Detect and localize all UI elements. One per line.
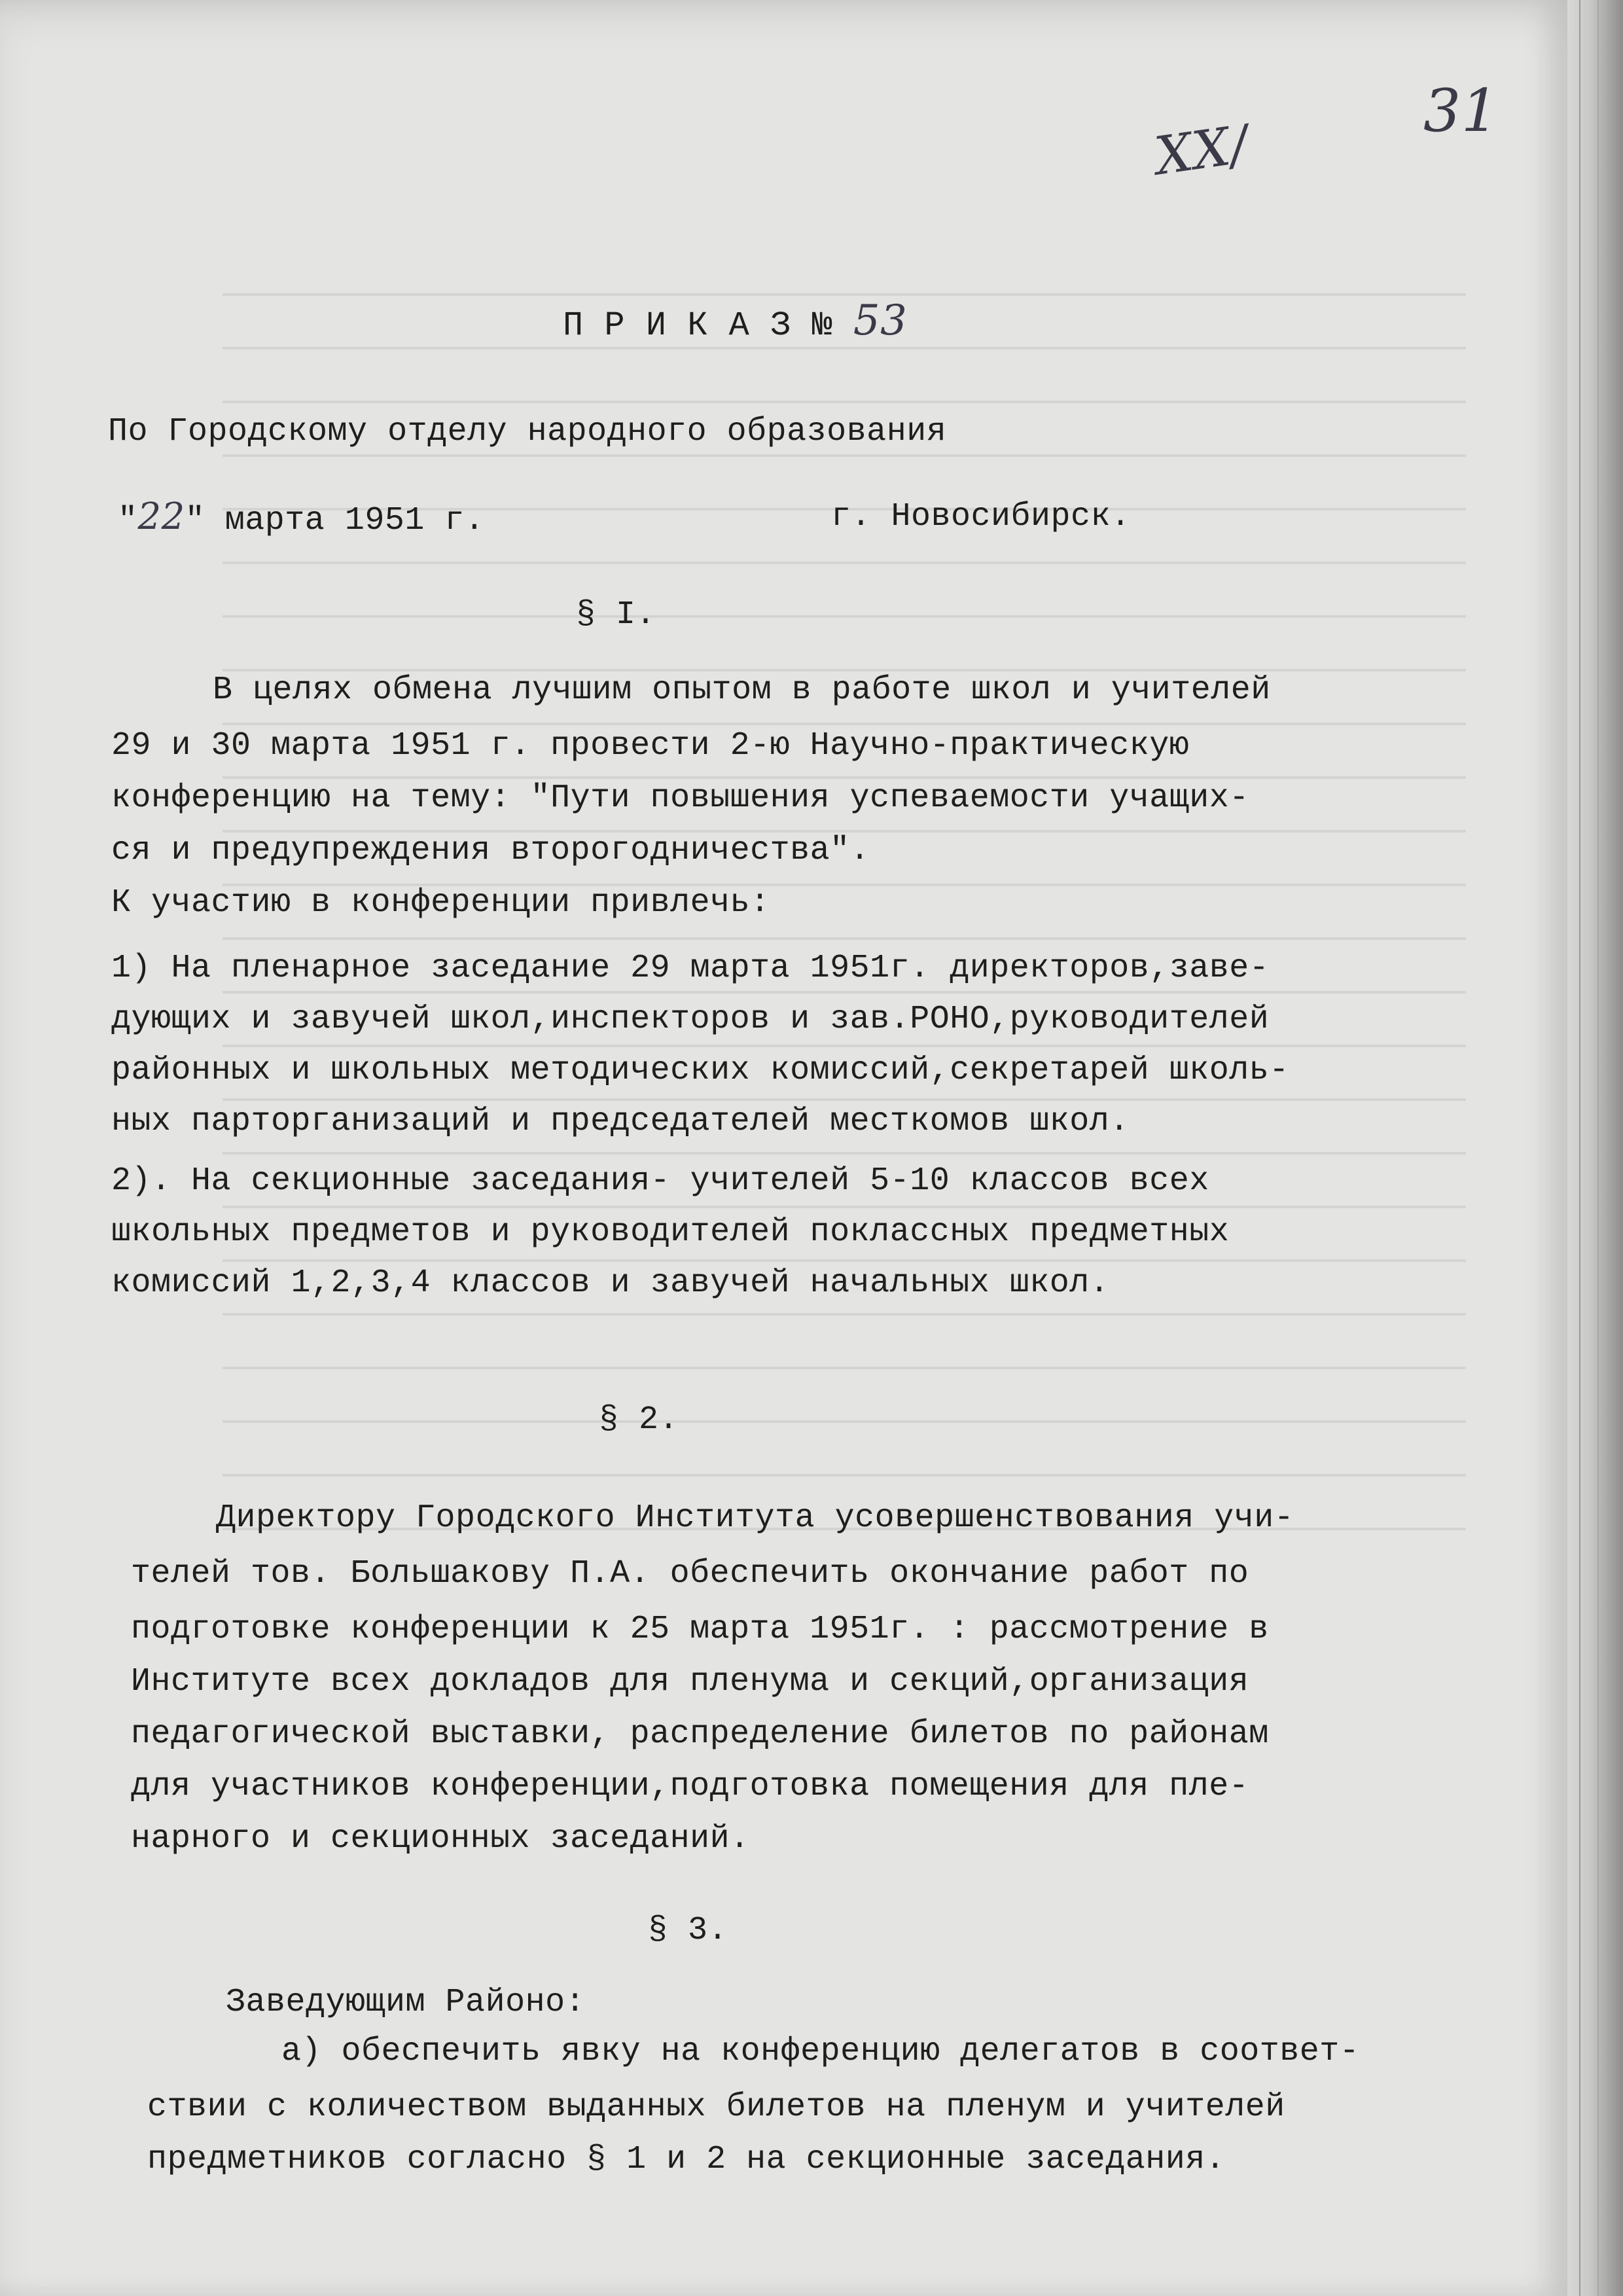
- section-2-line-1: Директору Городского Института усовершенствования учи-: [216, 1499, 1294, 1537]
- archive-page-number: 31: [1423, 77, 1499, 145]
- date-line: [118, 497, 484, 541]
- section-1-line-3: конференцию на тему: "Пути повышения успеваемости учащих-: [111, 780, 1249, 817]
- date-day: 22: [137, 495, 185, 538]
- section-2-line-3: подготовке конференции к 25 марта 1951г. : рассмотрение в: [131, 1611, 1269, 1648]
- section-2-line-4: Институте всех докладов для пленума и секций,организация: [131, 1663, 1249, 1700]
- section-2-line-6: для участников конференции,подготовка помещения для пле-: [131, 1768, 1249, 1805]
- item-2-line-1: 2). На секционные заседания- учителей 5-10 классов всех: [111, 1162, 1209, 1200]
- city: г. Новосибирск.: [831, 498, 1131, 535]
- section-3-addressee: Заведующим Районо:: [226, 1984, 586, 2021]
- item-2-line-3: комиссий 1,2,3,4 классов и завучей начальных школ.: [111, 1265, 1110, 1302]
- item-1-line-1: 1) На пленарное заседание 29 марта 1951г. директоров,заве-: [111, 950, 1270, 987]
- item-a-line-3: предметников согласно § 1 и 2 на секционные заседания.: [147, 2141, 1226, 2178]
- handwritten-mark: XX/: [1151, 113, 1253, 187]
- order-title-prefix: П Р И К А З №: [563, 306, 833, 345]
- section-1-line-5: К участию в конференции привлечь:: [111, 884, 770, 922]
- order-title: [563, 296, 908, 346]
- section-1-heading: § I.: [576, 596, 656, 634]
- section-1-line-4: ся и предупреждения второгодничества".: [111, 832, 870, 869]
- item-a-line-2: ствии с количеством выданных билетов на пленум и учителей: [147, 2089, 1285, 2126]
- order-number: 53: [853, 296, 908, 345]
- section-2-heading: § 2.: [599, 1401, 679, 1439]
- item-1-line-4: ных парторганизаций и председателей месткомов школ.: [111, 1103, 1130, 1140]
- section-1-line-1: В целях обмена лучшим опытом в работе школ и учителей: [213, 672, 1271, 709]
- item-2-line-2: школьных предметов и руководителей поклассных предметных: [111, 1213, 1230, 1251]
- issuer-line: По Городскому отделу народного образования: [108, 413, 947, 450]
- date-quote-open: ": [118, 502, 138, 539]
- folder-edge: [1567, 0, 1623, 2296]
- section-2-line-5: педагогической выставки, распределение билетов по районам: [131, 1715, 1269, 1753]
- item-1-line-2: дующих и завучей школ,инспекторов и зав.РОНО,руководителей: [111, 1001, 1270, 1038]
- section-1-line-2: 29 и 30 марта 1951 г. провести 2-ю Научно-практическую: [111, 727, 1190, 764]
- section-2-line-2: телей тов. Большакову П.А. обеспечить окончание работ по: [131, 1555, 1249, 1592]
- section-3-heading: § 3.: [648, 1912, 728, 1949]
- section-2-line-7: нарного и секционных заседаний.: [131, 1820, 750, 1857]
- item-a-line-1: а) обеспечить явку на конференцию делегатов в соответ-: [281, 2033, 1360, 2070]
- item-1-line-3: районных и школьных методических комиссий,секретарей школь-: [111, 1052, 1289, 1089]
- date-month-year: " марта 1951 г.: [185, 502, 485, 539]
